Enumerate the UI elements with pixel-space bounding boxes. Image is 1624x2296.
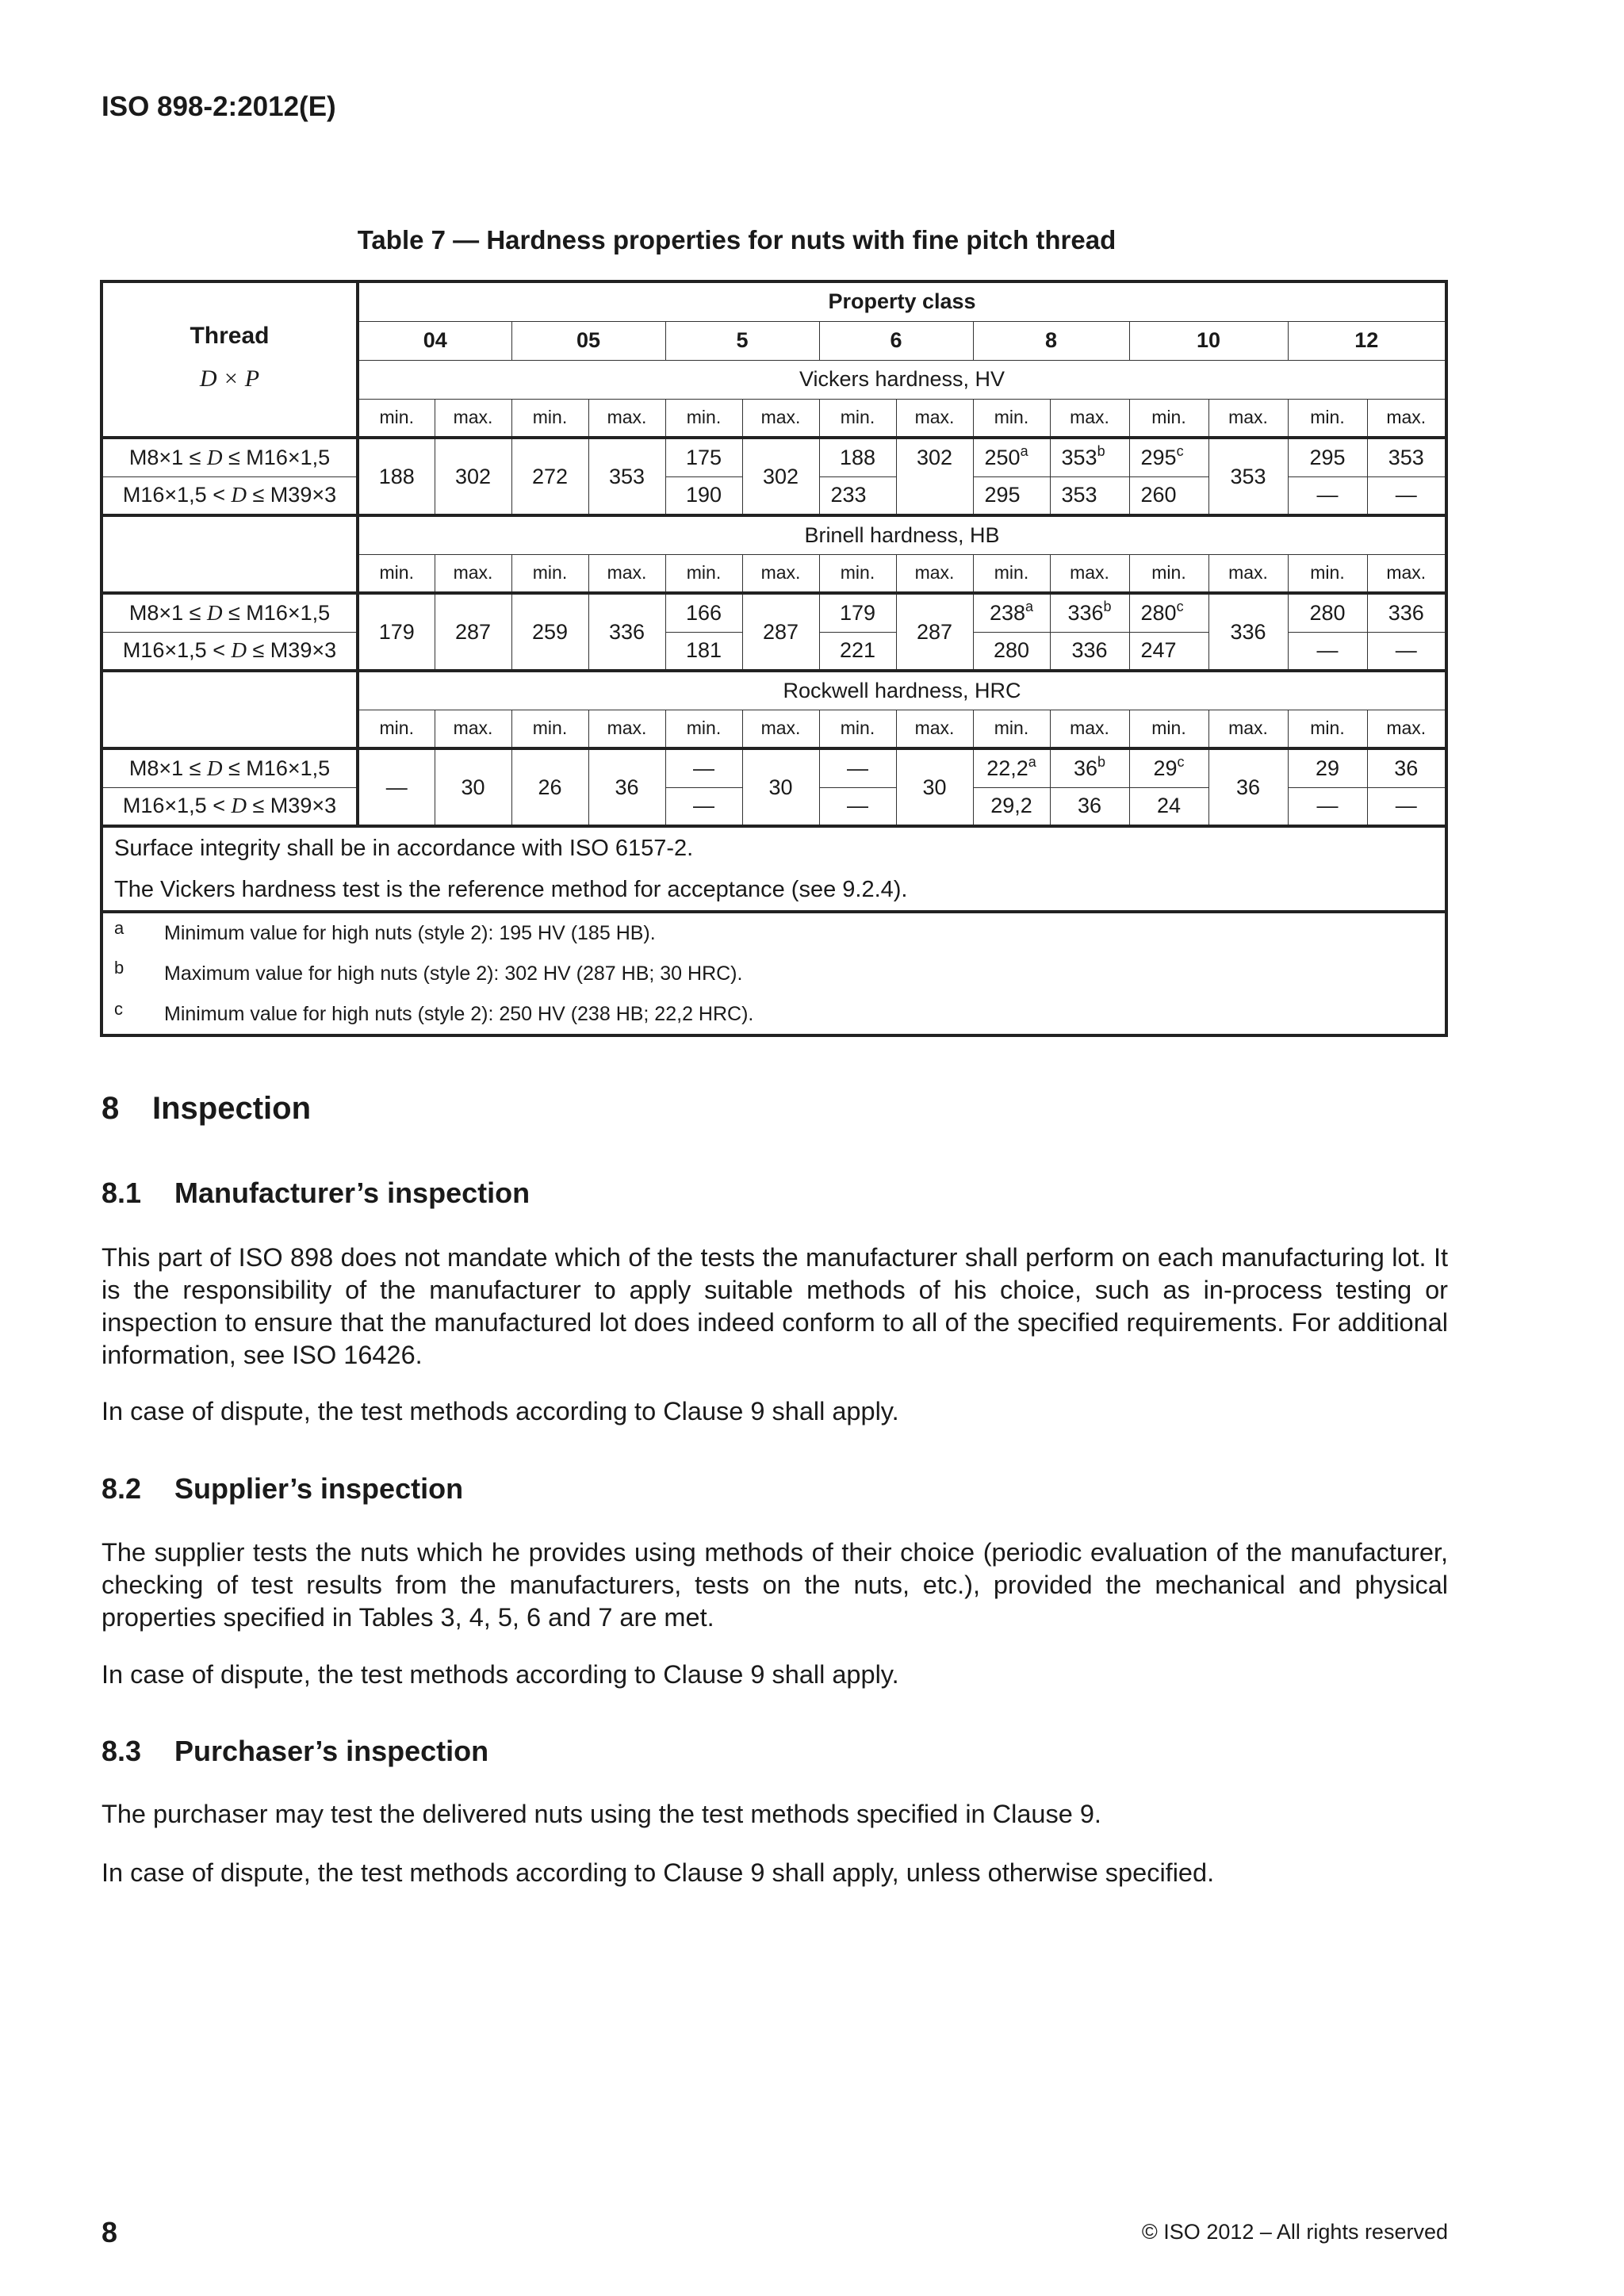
table-cell: 166 [665,593,742,632]
table-cell: 233 [819,476,896,515]
section-8-2-paragraph-2: In case of dispute, the test methods according to Clause 9 shall apply. [102,1660,899,1689]
table-cell: — [1288,787,1367,826]
section-8-1-paragraph-2: In case of dispute, the test methods according to Clause 9 shall apply. [102,1397,899,1425]
copyright: © ISO 2012 – All rights reserved [1141,2220,1448,2244]
table-cell: 280$^c$ [1129,593,1208,632]
class-04: 04 [358,321,511,360]
section-8-2-paragraph: The supplier tests the nuts which he provides using methods of their choice (periodic evaluation of the manufacturer, checking of test results from the manufacturers, tests on the nuts, etc.), provided the mechanical and physical properties specified in Tables 3, 4, 5, 6 and 7 are met. [102,1538,1448,1632]
class-6: 6 [819,321,973,360]
section-8-heading: 8 Inspection [102,1091,312,1126]
table-caption: Table 7 — Hardness properties for nuts with fine pitch thread [357,225,1116,254]
table-cell: 30 [896,748,973,826]
table-cell: 272 [511,438,588,515]
minmax-label: max. [1367,399,1446,438]
table-cell: — [665,787,742,826]
class-5: 5 [665,321,819,360]
table-cell: 287 [896,593,973,671]
section-8-2-heading: 8.2 Supplier’s inspection [102,1472,464,1505]
blank-cell [102,671,358,748]
table-cell: — [665,748,742,787]
minmax-label: min. [1129,399,1208,438]
minmax-label: max. [435,554,511,593]
minmax-label: min. [358,710,435,748]
table-cell: 221 [819,632,896,671]
hardness-table [100,280,1448,1037]
table-cell: — [819,748,896,787]
table-cell: 287 [742,593,819,671]
table-cell: 26 [511,748,588,826]
minmax-label: max. [588,554,665,593]
minmax-label: max. [896,554,973,593]
table-cell: 190 [665,476,742,515]
thread-row-label: M8×1 ≤ D ≤ M16×1,5 [102,748,358,787]
minmax-label: min. [1129,554,1208,593]
table-cell: 302 [896,438,973,515]
brinell-label: Brinell hardness, HB [358,515,1446,554]
property-class-label: Property class [358,281,1446,321]
table-cell: — [1367,632,1446,671]
table-cell: — [819,787,896,826]
thread-row-label: M16×1,5 < D ≤ M39×3 [102,476,358,515]
minmax-label: min. [511,710,588,748]
minmax-label: min. [665,554,742,593]
table-cell: 29$^c$ [1129,748,1208,787]
minmax-label: min. [511,554,588,593]
footnote-text: Minimum value for high nuts (style 2): 250 HV (238 HB; 22,2 HRC). [164,1002,754,1025]
table-cell: 259 [511,593,588,671]
minmax-label: max. [896,710,973,748]
table-cell: 295 [1288,438,1367,476]
class-10: 10 [1129,321,1288,360]
footnote-key: c [114,999,123,1019]
minmax-label: min. [1129,710,1208,748]
table-cell: 353 [1050,476,1129,515]
document-id: ISO 898-2:2012(E) [102,91,336,122]
table-cell: 302 [435,438,511,515]
minmax-label: max. [1208,554,1288,593]
table-cell: 36 [1050,787,1129,826]
class-8: 8 [973,321,1129,360]
section-8-3-paragraph-2: In case of dispute, the test methods according to Clause 9 shall apply, unless otherwise specified. [102,1858,1215,1887]
minmax-label: min. [1288,399,1367,438]
table-cell: 336 [1367,593,1446,632]
footnote-key: b [114,958,124,978]
table-cell: 336$^b$ [1050,593,1129,632]
minmax-label: max. [435,399,511,438]
section-8-1-heading: 8.1 Manufacturer’s inspection [102,1177,530,1209]
section-8-3-paragraph: The purchaser may test the delivered nuts using the test methods specified in Clause 9. [102,1800,1101,1828]
footnote-text: Maximum value for high nuts (style 2): 302 HV (287 HB; 30 HRC). [164,962,743,985]
minmax-label: min. [973,554,1050,593]
table-cell: 280 [1288,593,1367,632]
minmax-label: min. [665,399,742,438]
blank-cell [102,515,358,593]
table-cell: 353 [588,438,665,515]
minmax-label: max. [742,554,819,593]
table-note: Surface integrity shall be in accordance with ISO 6157-2. [102,826,1446,869]
table-cell: 30 [742,748,819,826]
minmax-label: max. [588,710,665,748]
table-cell: 280 [973,632,1050,671]
table-cell: 247 [1129,632,1208,671]
minmax-label: max. [1050,399,1129,438]
table-cell: 250$^a$ [973,438,1050,476]
minmax-label: min. [665,710,742,748]
thread-row-label: M16×1,5 < D ≤ M39×3 [102,632,358,671]
minmax-label: max. [896,399,973,438]
table-cell: 353 [1208,438,1288,515]
footnote-text: Minimum value for high nuts (style 2): 195 HV (185 HB). [358,912,1446,953]
table-cell: — [1288,476,1367,515]
table-cell: 181 [665,632,742,671]
minmax-label: max. [1367,710,1446,748]
section-8-1-paragraph: This part of ISO 898 does not mandate which of the tests the manufacturer shall perform on each manufacturing lot. It is the responsibility of the manufacturer to apply suitable methods of his choice, such as in-process testing or inspection to ensure that the manufactured lot does indeed conform to all of the specified requirements. For additional information, see ISO 16426. [102,1243,1448,1369]
table-cell: 29,2 [973,787,1050,826]
minmax-label: min. [1288,554,1367,593]
table-note: The Vickers hardness test is the reference method for acceptance (see 9.2.4). [102,869,1446,912]
table-cell: 179 [819,593,896,632]
minmax-label: max. [1367,554,1446,593]
table-cell: — [1367,787,1446,826]
minmax-label: max. [1208,399,1288,438]
minmax-label: min. [819,399,896,438]
vickers-label: Vickers hardness, HV [358,360,1446,399]
table-cell: 302 [742,438,819,515]
table-cell: — [1367,476,1446,515]
thread-row-label: M8×1 ≤ D ≤ M16×1,5 [102,438,358,476]
table-cell: — [1288,632,1367,671]
thread-header: Thread [190,323,270,349]
rockwell-label: Rockwell hardness, HRC [358,671,1446,710]
minmax-label: min. [973,399,1050,438]
minmax-label: max. [742,399,819,438]
table-cell: — [358,748,435,826]
table-cell: 336 [1050,632,1129,671]
minmax-label: min. [819,710,896,748]
footnote-key: a [102,912,358,953]
minmax-label: max. [1050,710,1129,748]
table-cell: 295$^c$ [1129,438,1208,476]
minmax-label: max. [435,710,511,748]
thread-symbol: D × P [199,365,260,392]
table-cell: 36 [588,748,665,826]
table-cell: 24 [1129,787,1208,826]
table-cell: 188 [819,438,896,476]
minmax-label: min. [358,399,435,438]
minmax-label: max. [1050,554,1129,593]
table-cell: 238$^a$ [973,593,1050,632]
minmax-label: min. [973,710,1050,748]
table-cell: 295 [973,476,1050,515]
page-number: 8 [102,2216,118,2248]
thread-header-cell [102,281,358,438]
table-cell: 29 [1288,748,1367,787]
table-cell: 336 [588,593,665,671]
minmax-label: min. [819,554,896,593]
table-cell: 336 [1208,593,1288,671]
thread-row-label: M16×1,5 < D ≤ M39×3 [102,787,358,826]
class-05: 05 [511,321,665,360]
table-cell: 175 [665,438,742,476]
minmax-label: min. [1288,710,1367,748]
table-cell: 260 [1129,476,1208,515]
table-cell: 179 [358,593,435,671]
table-cell: 188 [358,438,435,515]
section-8-3-heading: 8.3 Purchaser’s inspection [102,1735,489,1767]
minmax-label: max. [588,399,665,438]
minmax-label: min. [358,554,435,593]
table-cell: 353 [1367,438,1446,476]
thread-row-label: M8×1 ≤ D ≤ M16×1,5 [102,593,358,632]
table-cell: 30 [435,748,511,826]
table-cell: 36 [1367,748,1446,787]
table-cell: 36$^b$ [1050,748,1129,787]
minmax-label: max. [742,710,819,748]
table-cell: 287 [435,593,511,671]
minmax-label: min. [511,399,588,438]
table-cell: 22,2$^a$ [973,748,1050,787]
table-cell: 353$^b$ [1050,438,1129,476]
minmax-label: max. [1208,710,1288,748]
table-cell: 36 [1208,748,1288,826]
class-12: 12 [1288,321,1446,360]
